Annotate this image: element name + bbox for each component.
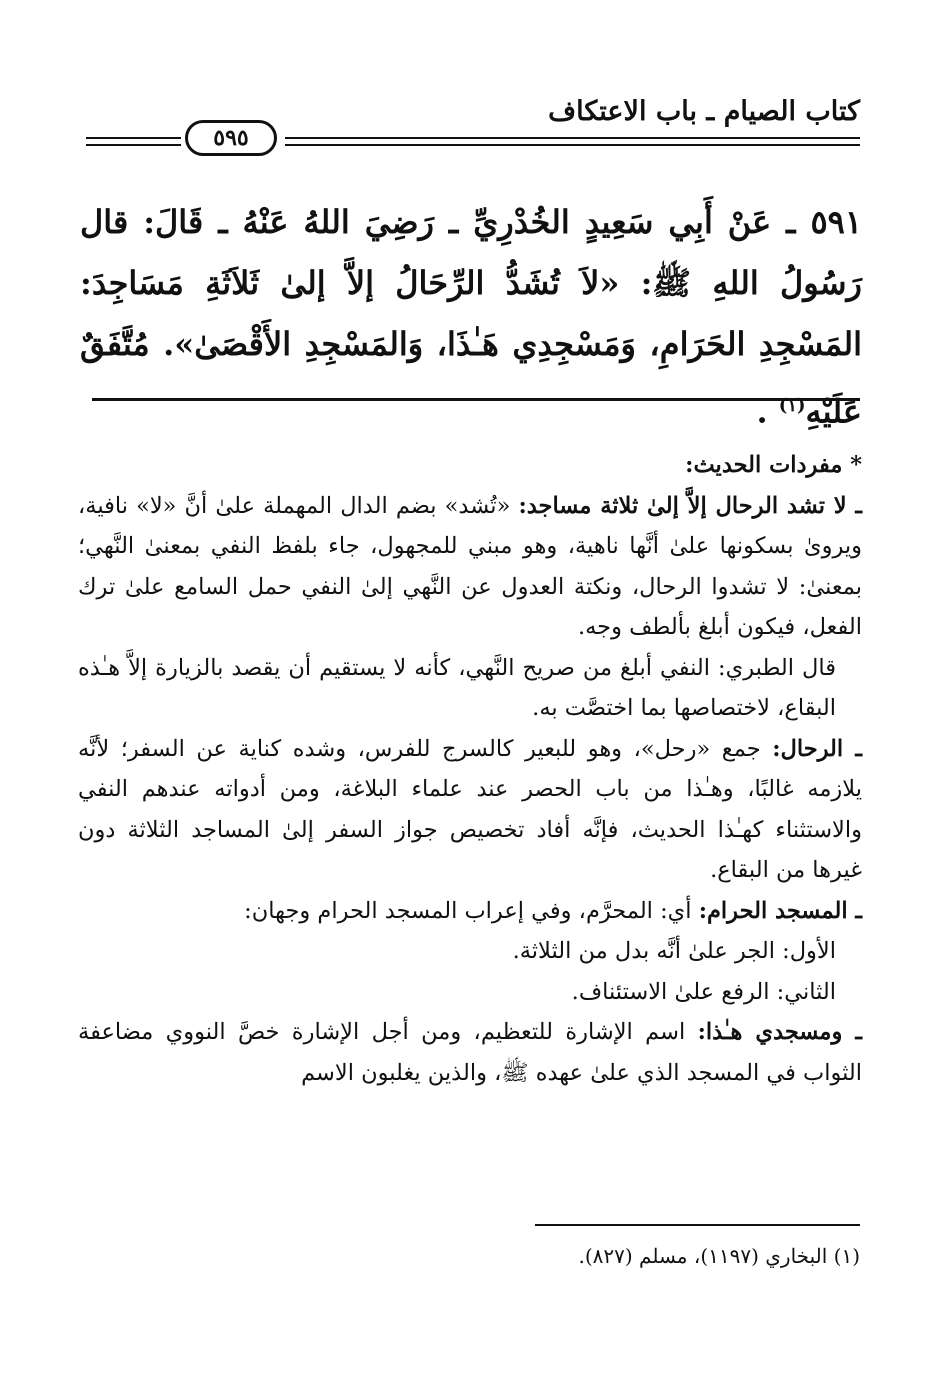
term-4: ـ المسجد الحرام:	[698, 897, 862, 924]
paragraph-4	[78, 891, 862, 932]
hadith-end: .	[756, 392, 779, 431]
paragraph-7	[78, 1012, 862, 1093]
footnote-rule	[535, 1224, 860, 1226]
paragraph-1-text: «تُشد» بضم الدال المهملة علىٰ أنَّ «لا» نافية، ويروىٰ بسكونها علىٰ أنَّها ناهية، وهو مبني للمجهول، جاء بلفظ النفي بمعنىٰ النَّهي؛ بمعنىٰ: لا تشدوا الرحال، ونكتة العدول عن النَّهي إلىٰ النفي حمل السامع علىٰ ترك الفعل، فيكون أبلغ بألطف وجه.	[78, 492, 862, 640]
running-title: كتاب الصيام ـ باب الاعتكاف	[548, 96, 860, 127]
paragraph-5: الأول: الجر علىٰ أنَّه بدل من الثلاثة.	[512, 938, 836, 964]
footnote: (١) البخاري (١١٩٧)، مسلم (٨٢٧).	[578, 1244, 860, 1268]
hadith-dash: ـ	[771, 203, 811, 241]
header-rule-left	[86, 137, 181, 146]
hadith-text-block	[80, 192, 862, 443]
section-separator	[92, 398, 860, 401]
term-1: ـ لا تشد الرحال إلاَّ إلىٰ ثلاثة مساجد:	[518, 492, 863, 519]
paragraph-6: الثاني: الرفع علىٰ الاستئناف.	[571, 978, 836, 1005]
page-header	[80, 96, 860, 156]
paragraph-4-text: أي: المحرَّم، وفي إعراب المسجد الحرام وجهان:	[244, 897, 699, 924]
page-number: ٥٩٥	[185, 120, 277, 156]
footnote-ref: (١)	[778, 395, 806, 416]
hadith-body: عَنْ أَبِي سَعِيدٍ الخُدْرِيِّ ـ رَضِيَ اللهُ عَنْهُ ـ قَالَ: قال رَسُولُ اللهِ ﷺ: «لاَ تُشَدُّ الرِّحَالُ إلاَّ إلىٰ ثَلاَثَةِ مَسَاجِدَ: المَسْجِدِ الحَرَامِ، وَمَسْجِدِي هَـٰذَا، وَالمَسْجِدِ الأَقْصَىٰ». مُتَّفَقٌ عَلَيْهِ	[80, 203, 863, 431]
term-7: ـ ومسجدي هـٰذا:	[697, 1019, 862, 1045]
section-heading: * مفردات الحديث:	[685, 452, 862, 478]
paragraph-3-text: جمع «رحل»، وهو للبعير كالسرج للفرس، وشده كناية عن السفر؛ لأنَّه يلازمه غالبًا، وهـٰذا من باب الحصر عند علماء البلاغة، ومن أدواته عندهم النفي والاستثناء كهـٰذا الحديث، فإنَّه أفاد تخصيص جواز السفر إلىٰ المساجد الثلاثة دون غيرها من البقاع.	[78, 735, 862, 883]
paragraph-1	[78, 486, 862, 648]
hadith-number: ٥٩١	[810, 203, 863, 241]
term-3: ـ الرحال:	[772, 735, 862, 762]
paragraph-3	[78, 729, 862, 891]
paragraph-7-text: اسم الإشارة للتعظيم، ومن أجل الإشارة خصَّ النووي مضاعفة الثواب في المسجد الذي علىٰ عهده ﷺ، والذين يغلبون الاسم	[78, 1019, 862, 1086]
paragraph-2: قال الطبري: النفي أبلغ من صريح النَّهي، كأنه لا يستقيم أن يقصد بالزيارة إلاَّ هـٰذه البقاع، لاختصاصها بما اختصَّت به.	[78, 654, 836, 721]
header-rule-right	[285, 137, 860, 146]
commentary	[78, 445, 862, 1093]
